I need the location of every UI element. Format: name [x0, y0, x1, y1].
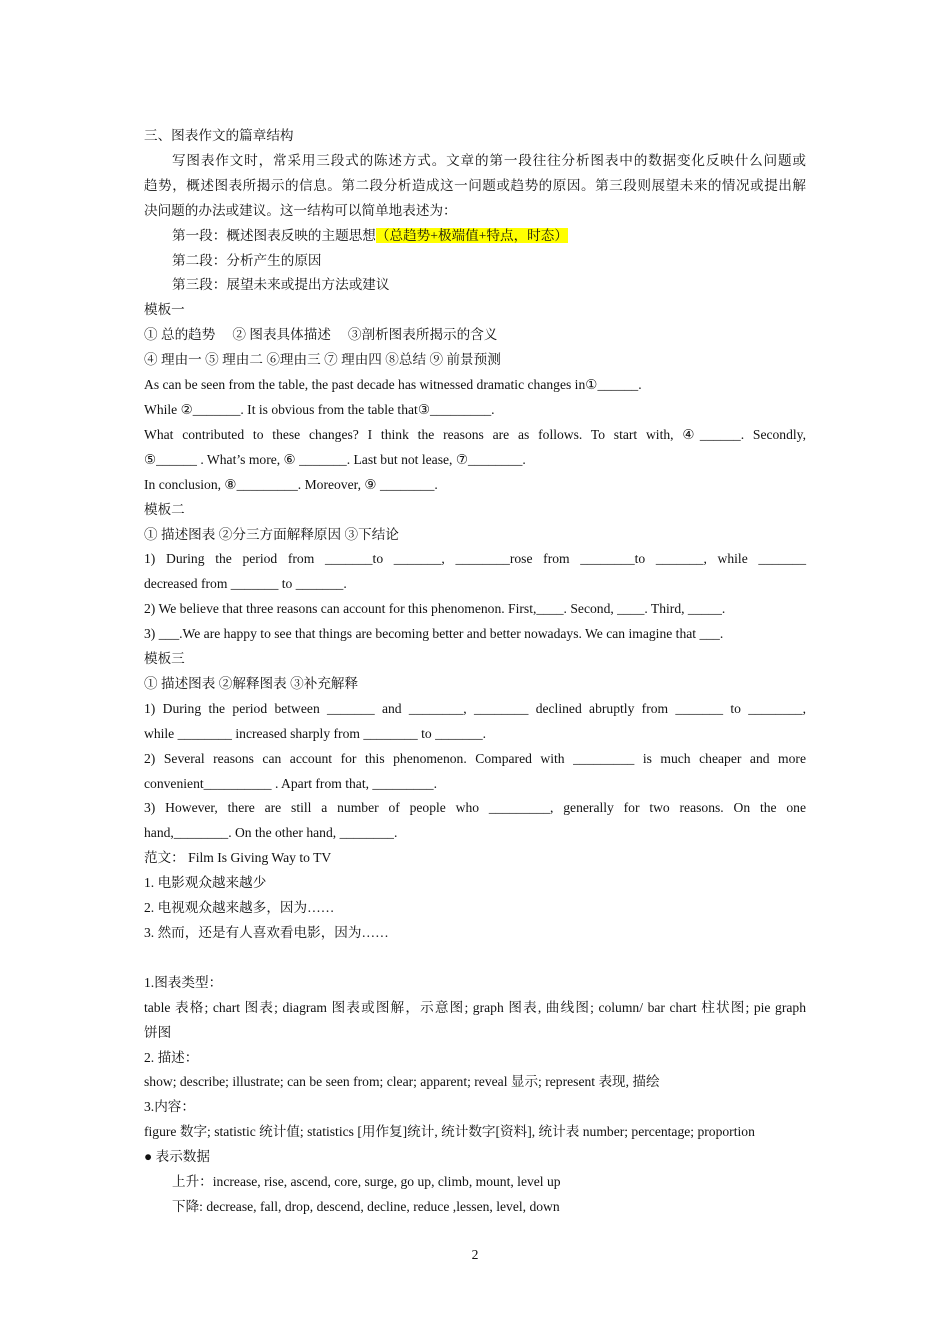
paragraph-1-outline: [144, 224, 806, 249]
document-body: [144, 124, 806, 1220]
paragraph-2-outline: 第二段：分析产生的原因: [172, 252, 322, 268]
template-2-title: 模板二: [144, 501, 185, 517]
template-2-outline: ① 描述图表 ②分三方面解释原因 ③下结论: [144, 526, 399, 542]
template-2-line-1: 1) During the period from _______to _______, ________rose from ________to _______, while _______: [144, 551, 806, 567]
page-number: 2: [471, 1247, 479, 1262]
chart-types-line-2: 饼图: [144, 1024, 172, 1040]
template-3-line-1: 1) During the period between _______ and ________, ________ declined abruptly from _______ to ________,: [144, 700, 806, 716]
sample-point-3: 3. 然而，还是有人喜欢看电影，因为……: [144, 925, 389, 940]
sample-point-1: 1. 电影观众越来越少: [144, 875, 267, 891]
template-1-line-1: As can be seen from the table, the past decade has witnessed dramatic changes in①______.: [144, 377, 642, 393]
chart-types-line-1: table 表格; chart 图表; diagram 图表或图解，示意图; graph 图表, 曲线图; column/ bar chart 柱状图; pie graph: [144, 999, 806, 1015]
highlighted-note: （总趋势+极端值+特点，时态）: [375, 227, 568, 243]
template-1-title: 模板一: [144, 302, 185, 318]
sample-point-2: 2. 电视观众越来越多，因为……: [144, 900, 335, 916]
template-3-line-6: hand,________. On the other hand, ________.: [144, 825, 398, 841]
rise-words: 上升：increase, rise, ascend, core, surge, go up, climb, mount, level up: [172, 1174, 561, 1190]
sample-essay-title: 范文： Film Is Giving Way to TV: [144, 850, 332, 866]
intro-line-3: 决问题的办法或建议。这一结构可以简单地表述为：: [144, 202, 457, 218]
template-1-outline-2: ④ 理由一 ⑤ 理由二 ⑥理由三 ⑦ 理由四 ⑧总结 ⑨ 前景预测: [144, 352, 501, 368]
template-3-title: 模板三: [144, 651, 185, 667]
describe-heading: 2. 描述：: [144, 1049, 199, 1065]
chart-types-heading: 1.图表类型：: [144, 974, 223, 990]
intro-line-1: 写图表作文时，常采用三段式的陈述方式。文章的第一段往往分析图表中的数据变化反映什么问题或: [172, 152, 806, 168]
paragraph-1-label: 第一段：概述图表反映的主题思想: [172, 227, 376, 243]
template-1-line-3: What contributed to these changes? I think the reasons are as follows. To start with, ④______. Secondly,: [144, 426, 806, 442]
content-line: figure 数字; statistic 统计值; statistics [用作复]统计, 统计数字[资料], 统计表 number; percentage; proportion: [144, 1124, 755, 1140]
template-2-line-3: 2) We believe that three reasons can account for this phenomenon. First,____. Second, ____. Third, _____.: [144, 601, 726, 617]
template-1-line-2: While ②_______. It is obvious from the table that③_________.: [144, 401, 495, 417]
data-heading: ● 表示数据: [144, 1149, 210, 1165]
blank-line: [144, 946, 806, 971]
template-3-line-3: 2) Several reasons can account for this phenomenon. Compared with _________ is much cheaper and more: [144, 750, 806, 766]
template-1-line-4: ⑤______ . What’s more, ⑥ _______. Last but not lease, ⑦________.: [144, 451, 526, 467]
describe-line: show; describe; illustrate; can be seen from; clear; apparent; reveal 显示; represent 表现, 描绘: [144, 1074, 660, 1090]
content-heading: 3.内容：: [144, 1099, 195, 1115]
intro-line-2: 趋势，概述图表所揭示的信息。第二段分析造成这一问题或趋势的原因。第三段则展望未来的情况或提出解: [144, 177, 806, 193]
template-1-line-5: In conclusion, ⑧_________. Moreover, ⑨ ________.: [144, 476, 438, 492]
template-3-line-4: convenient__________ . Apart from that, _________.: [144, 775, 437, 791]
template-3-outline: ① 描述图表 ②解释图表 ③补充解释: [144, 675, 359, 691]
template-2-line-4: 3) ___.We are happy to see that things are becoming better and better nowadays. We can imagine that ___.: [144, 626, 724, 642]
fall-words: 下降: decrease, fall, drop, descend, decline, reduce ,lessen, level, down: [172, 1198, 560, 1214]
template-2-line-2: decreased from _______ to _______.: [144, 576, 347, 592]
template-3-line-2: while ________ increased sharply from ________ to _______.: [144, 725, 487, 741]
section-heading: 三、图表作文的篇章结构: [144, 128, 294, 143]
template-1-outline-1: ① 总的趋势 ② 图表具体描述 ③剖析图表所揭示的含义: [144, 327, 498, 343]
paragraph-3-outline: 第三段：展望未来或提出方法或建议: [172, 277, 390, 293]
template-3-line-5: 3) However, there are still a number of people who _________, generally for two reasons. On the one: [144, 800, 806, 816]
